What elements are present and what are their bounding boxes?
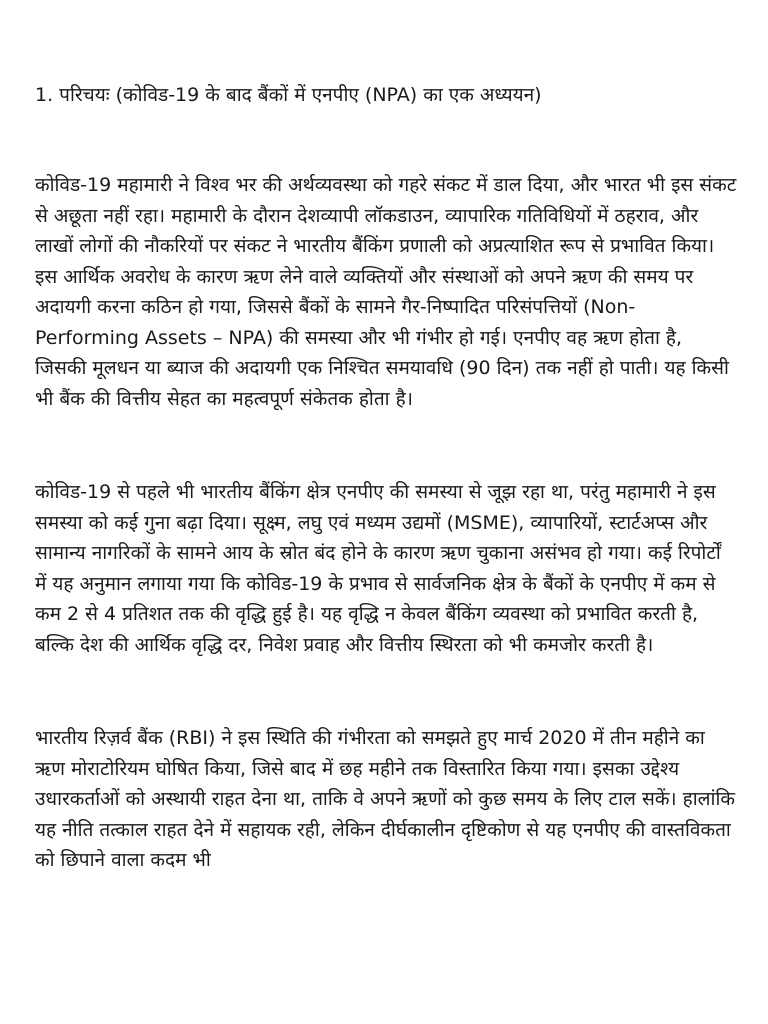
- paragraph-covid-impact: कोविड-19 महामारी ने विश्व भर की अर्थव्यवस्था को गहरे संकट में डाल दिया, और भारत भी इस संकट से अछूता नहीं रहा। महामारी के दौरान देशव्यापी लॉकडाउन, व्यापारिक गतिविधियों में ठहराव, और लाखों लोगों की नौकरियों पर संकट ने भारतीय बैंकिंग प्रणाली को अप्रत्याशित रूप से प्रभावित किया। इस आर्थिक अवरोध के कारण ऋण लेने वाले व्यक्तियों और संस्थाओं को अपने ऋण की समय पर अदायगी करना कठिन हो गया, जिससे बैंकों के सामने गैर-निष्पादित परिसंपत्तियों (Non-Performing Assets – NPA) की समस्या और भी गंभीर हो गई। एनपीए वह ऋण होता है, जिसकी मूलधन या ब्याज की अदायगी एक निश्चित समयावधि (90 दिन) तक नहीं हो पाती। यह किसी भी बैंक की वित्तीय सेहत का महत्वपूर्ण संकेतक होता है।: [35, 174, 737, 410]
- paragraph-rbi-moratorium: भारतीय रिज़र्व बैंक (RBI) ने इस स्थिति की गंभीरता को समझते हुए मार्च 2020 में तीन महीने का ऋण मोराटोरियम घोषित किया, जिसे बाद में छह महीने तक विस्तारित किया गया। इसका उद्देश्य उधारकर्ताओं को अस्थायी राहत देना था, ताकि वे अपने ऋणों को कुछ समय के लिए टाल सकें। हालांकि यह नीति तत्काल राहत देने में सहायक रही, लेकिन दीर्घकालीन दृष्टिकोण से यह एनपीए की वास्तविकता को छिपाने वाला कदम भी: [35, 727, 735, 871]
- section-heading: 1. परिचयः (कोविड-19 के बाद बैंकों में एनपीए (NPA) का एक अध्ययन): [35, 84, 542, 106]
- paragraph-npa-rise: कोविड-19 से पहले भी भारतीय बैंकिंग क्षेत्र एनपीए की समस्या से जूझ रहा था, परंतु महामारी ने इस समस्या को कई गुना बढ़ा दिया। सूक्ष्म, लघु एवं मध्यम उद्यमों (MSME), व्यापारियों, स्टार्टअप्स और सामान्य नागरिकों के सामने आय के स्रोत बंद होने के कारण ऋण चुकाना असंभव हो गया। कई रिपोर्टों में यह अनुमान लगाया गया कि कोविड-19 के प्रभाव से सार्वजनिक क्षेत्र के बैंकों के एनपीए में कम से कम 2 से 4 प्रतिशत तक की वृद्धि हुई है। यह वृद्धि न केवल बैंकिंग व्यवस्था को प्रभावित करती है, बल्कि देश की आर्थिक वृद्धि दर, निवेश प्रवाह और वित्तीय स्थिरता को भी कमजोर करती है।: [35, 481, 721, 656]
